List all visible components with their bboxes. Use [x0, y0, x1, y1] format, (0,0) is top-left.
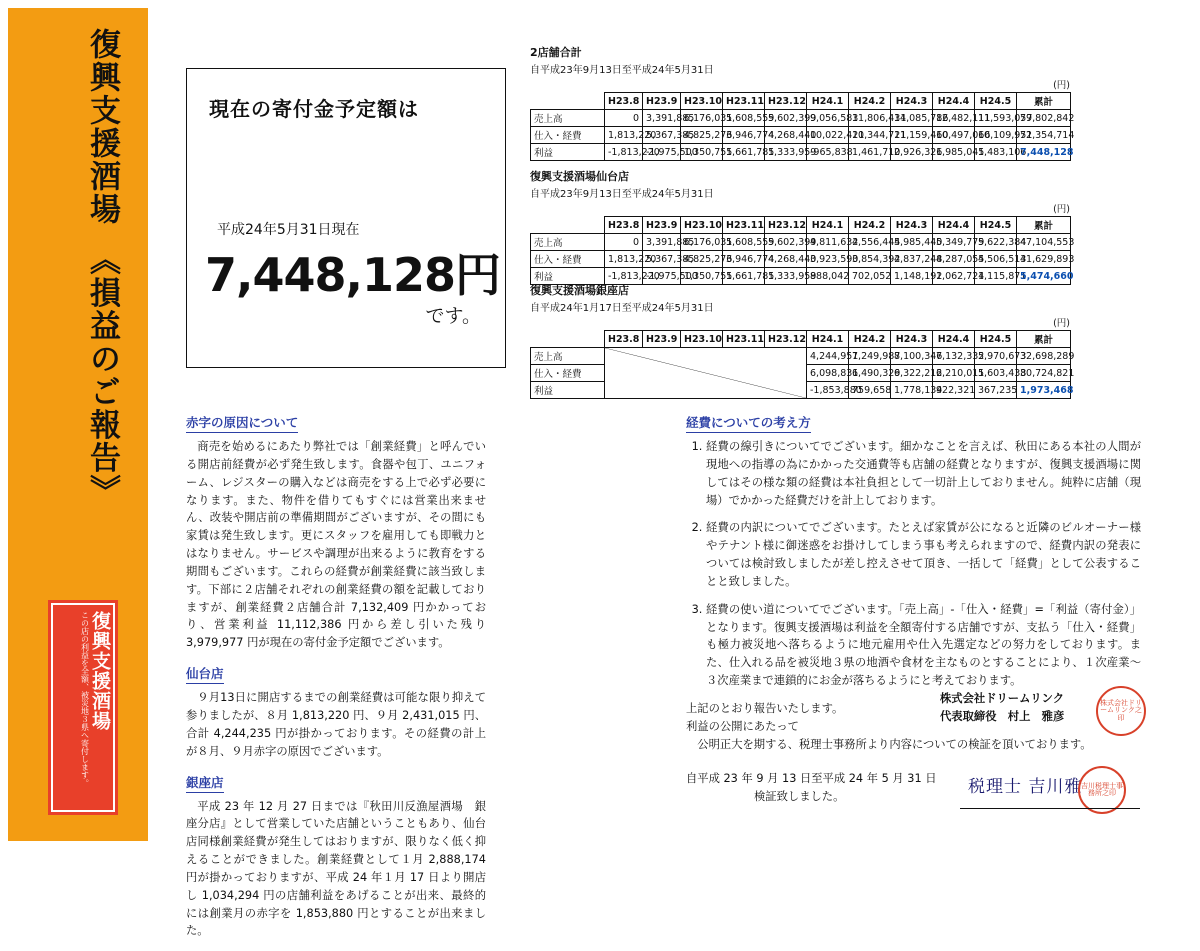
table-cell: 702,052: [849, 268, 891, 285]
table-cell: 1,350,755: [681, 144, 723, 161]
table-cell: 1,813,220: [605, 127, 643, 144]
table-cell: 6,210,011: [933, 365, 975, 382]
table-cell: 32,698,289: [1017, 348, 1071, 365]
table-column-header: H23.8: [605, 331, 643, 348]
table-cell: 3,946,774: [723, 251, 765, 268]
table-column-header: H23.12: [765, 93, 807, 110]
table-cell: 1,813,220: [605, 251, 643, 268]
table-cell: 11,593,057: [975, 110, 1017, 127]
table-cell: 1,778,134: [891, 382, 933, 399]
table-cell: 5,349,779: [933, 234, 975, 251]
table-header-row: [531, 217, 1071, 234]
table-column-header: H24.1: [807, 217, 849, 234]
table-cell: 10,022,421: [807, 127, 849, 144]
table-column-header: H23.8: [605, 217, 643, 234]
table-cell: 6,490,329: [849, 365, 891, 382]
table-title: 復興支援酒場仙台店: [530, 170, 629, 183]
section-title-ginza: 銀座店: [186, 773, 224, 793]
table-column-header: 累計: [1017, 93, 1071, 110]
audit-period-block: [686, 770, 946, 806]
table-block-combined: [530, 44, 1180, 161]
table-cell: 7,448,128: [1017, 144, 1071, 161]
table-column-header: H24.3: [891, 331, 933, 348]
financial-table: [530, 92, 1075, 161]
donation-amount: 7,448,128円: [205, 248, 500, 302]
table-cell: 1,483,106: [975, 144, 1017, 161]
table-cell: 7,132,332: [933, 348, 975, 365]
audit-block: [686, 718, 1116, 754]
table-column-header: H24.1: [807, 93, 849, 110]
table-cell: -1,813,220: [605, 144, 643, 161]
support-bar-stamp-inner: [51, 603, 115, 812]
audit-title: 利益の公開にあたって: [686, 720, 799, 733]
table-block-sendai: [530, 168, 1180, 285]
table-column-header: H24.4: [933, 217, 975, 234]
table-cell: 3,923,590: [807, 251, 849, 268]
table-column-header: H23.11: [723, 217, 765, 234]
table-column-header: H24.3: [891, 93, 933, 110]
table-corner-cell: [531, 93, 605, 110]
table-cell: 5,622,384: [975, 234, 1017, 251]
table-cell: -1,853,880: [807, 382, 849, 399]
row-label: 売上高: [531, 110, 605, 127]
row-label: 利益: [531, 382, 605, 399]
donation-date: 平成24年5月31日現在: [217, 222, 360, 238]
table-cell: 3,391,885: [643, 234, 681, 251]
table-cell: 30,724,821: [1017, 365, 1071, 382]
table-period: 自平成24年1月17日至平成24年5月31日: [530, 303, 714, 314]
audit-period: 自平成 23 年 9 月 13 日至平成 24 年 5 月 31 日: [686, 772, 937, 785]
table-cell: 922,321: [933, 382, 975, 399]
table-cell: 1,062,724: [933, 268, 975, 285]
table-column-header: 累計: [1017, 217, 1071, 234]
table-cell: 5,367,385: [643, 127, 681, 144]
table-row: [531, 110, 1071, 127]
table-cell: 5,985,440: [891, 234, 933, 251]
left-text-column: [186, 412, 486, 951]
table-column-header: H24.5: [975, 217, 1017, 234]
row-label: 仕入・経費: [531, 365, 605, 382]
tax-accountant-seal-icon: 吉川税理士事務所之印: [1078, 766, 1126, 814]
row-label: 売上高: [531, 234, 605, 251]
table-row: [531, 234, 1071, 251]
table-title: 復興支援酒場銀座店: [530, 284, 629, 297]
table-column-header: H24.5: [975, 331, 1017, 348]
table-cell: 11,806,431: [849, 110, 891, 127]
table-cell: 14,085,786: [891, 110, 933, 127]
table-empty-region: [605, 348, 807, 399]
table-cell: 4,811,632: [807, 234, 849, 251]
table-column-header: H23.10: [681, 93, 723, 110]
table-column-header: 累計: [1017, 331, 1071, 348]
table-cell: 3,391,885: [643, 110, 681, 127]
table-row: [531, 144, 1071, 161]
table-cell: 5,608,559: [723, 234, 765, 251]
list-item: 1. 経費の線引きについてでございます。細かなことを言えば、秋田にある本社の人間が現地への指導の為にかかった交通費等も店舗の経費となりますが、復興支援酒場に関してはその様な類の経費は本社負担として一切計上しておりません。純粋に店舗（現場）でかかった経費だけを計上しております。: [706, 438, 1141, 509]
table-cell: 1,350,755: [681, 268, 723, 285]
row-label: 仕入・経費: [531, 251, 605, 268]
row-label: 利益: [531, 144, 605, 161]
table-column-header: H24.2: [849, 217, 891, 234]
representative-name: 代表取締役 村上 雅彦: [940, 710, 1065, 724]
audit-confirm: 検証致しました。: [754, 790, 845, 804]
donation-title: 現在の寄付金予定額は: [209, 97, 419, 121]
table-cell: 5,602,399: [765, 234, 807, 251]
table-cell: 4,268,440: [765, 127, 807, 144]
table-column-header: H24.2: [849, 93, 891, 110]
table-cell: 1,333,959: [765, 268, 807, 285]
table-cell: 4,556,444: [849, 234, 891, 251]
table-cell: 12,482,111: [933, 110, 975, 127]
table-column-header: H23.12: [765, 217, 807, 234]
table-cell: 4,268,440: [765, 251, 807, 268]
table-cell: 5,602,399: [765, 110, 807, 127]
table-column-header: H24.4: [933, 331, 975, 348]
support-bar-stamp: [48, 600, 118, 815]
list-item: 2. 経費の内訳についてでございます。たとえば家賃が公になると近隣のビルオーナー様やテナント様に御迷惑をお掛けしてしまう事も考えられますので、経費内訳の発表については検討致しましたが差し控えさせて頂き、一括して「経費」として公表することと致しました。: [706, 519, 1141, 590]
table-block-ginza: [530, 282, 1180, 399]
table-cell: 6,098,831: [807, 365, 849, 382]
table-cell: 5,970,673: [975, 348, 1017, 365]
table-column-header: H23.11: [723, 331, 765, 348]
poster-vertical-title: 復興支援酒場 《損益のご報告》: [84, 28, 120, 508]
table-corner-cell: [531, 331, 605, 348]
stamp-sub-text: この店の利益を全額、被災地３県へ寄付します。: [80, 611, 90, 787]
table-cell: 4,244,951: [807, 348, 849, 365]
section-title-expense-policy: 経費についての考え方: [686, 413, 811, 433]
table-cell: 9,056,583: [807, 110, 849, 127]
table-cell: 11,159,460: [891, 127, 933, 144]
table-column-header: H24.1: [807, 331, 849, 348]
table-cell: 7,249,987: [849, 348, 891, 365]
financial-table: [530, 330, 1075, 399]
table-cell: 10,344,721: [849, 127, 891, 144]
table-cell: 4,825,276: [681, 251, 723, 268]
table-column-header: H23.8: [605, 93, 643, 110]
table-cell: 1,661,785: [723, 144, 765, 161]
audit-body: 公明正大を期する、税理士事務所より内容についての検証を頂いております。: [697, 738, 1092, 752]
table-column-header: H23.10: [681, 331, 723, 348]
table-header-row: [531, 93, 1071, 110]
table-column-header: H24.4: [933, 93, 975, 110]
table-row: [531, 127, 1071, 144]
closing-statement: 上記のとおり報告いたします。: [686, 701, 844, 715]
table-cell: 759,658: [849, 382, 891, 399]
table-column-header: H24.3: [891, 217, 933, 234]
section-body-ginza: 平成 23 年 12 月 27 日までは『秋田川反漁屋酒場 銀座分店』として営業していた店舗ということもあり、仙台店同様創業経費が発生してはおりますが、限りなく低く抑えることができました。創業経費として１月 2,888,174 円が掛かっておりますが、平成 24 年１月 17 日より開店し 1,034,294 円の店舗利益をあげることが出来、最終的には創業月の赤字を 1,853,880 円とすることが出来ました。: [186, 799, 486, 938]
section-title-deficit: 赤字の原因について: [186, 413, 298, 433]
table-cell: 0: [605, 234, 643, 251]
table-cell: 8,100,346: [891, 348, 933, 365]
table-cell: 0: [605, 110, 643, 127]
table-cell: 47,104,553: [1017, 234, 1071, 251]
table-cell: -1,813,220: [605, 268, 643, 285]
table-cell: 3,854,392: [849, 251, 891, 268]
tax-accountant-signature: 税理士 吉川雅: [968, 777, 1083, 797]
expense-policy-list: [686, 438, 1141, 690]
table-column-header: H23.10: [681, 217, 723, 234]
section-body-deficit: 商売を始めるにあたり弊社では「創業経費」と呼んでいる開店前経費が必ず発生致します。食器や包丁、ユニフォーム、レジスターの購入などは商売をする上で必ず必要になります。また、物件を借りてもすぐには営業出来ません、改装や開店前の準備期間がございますが、その間にも家賃は発生致します。更にスタッフを雇用しても即戦力とはなりません。サービスや調理が出来るように教育をする期間もございます。これらの経費が創業経費に該当致します。下部に２店舗それぞれの創業経費の額を記載しておりますが、創業経費２店舗合計 7,132,409 円かかっており、営業利益 11,112,386 円から差し引いた残り 3,979,977 円が現在の寄付金予定額でございます。: [186, 440, 486, 650]
row-label: 売上高: [531, 348, 605, 365]
table-cell: 1,115,871: [975, 268, 1017, 285]
section-title-sendai: 仙台店: [186, 664, 224, 684]
table-cell: 41,629,893: [1017, 251, 1071, 268]
table-column-header: H23.12: [765, 331, 807, 348]
table-cell: 888,042: [807, 268, 849, 285]
table-row: [531, 251, 1071, 268]
table-column-header: H24.2: [849, 331, 891, 348]
table-cell: 2,926,326: [891, 144, 933, 161]
table-period: 自平成23年9月13日至平成24年5月31日: [530, 65, 714, 76]
donation-suffix: です。: [425, 305, 481, 327]
list-item: 3. 経費の使い道についてでございます。「売上高」-「仕入・経費」=「利益（寄付金）」となります。復興支援酒場は利益を全額寄付する店舗ですが、支払う「仕入・経費」も極力被災地へ落ちるように地元雇用や仕入先選定などの努力をしております。また、仕入れる品を被災地３県の地酒や食材を主なものとすることにより、１次産業～３次産業まで連鎖的にお金が落ちるようにと考えております。: [706, 601, 1141, 690]
table-cell: -1,975,500: [643, 144, 681, 161]
company-name: 株式会社ドリームリンク: [940, 692, 1065, 705]
right-text-column: [686, 412, 1141, 729]
table-cell: 4,837,248: [891, 251, 933, 268]
table-column-header: H23.9: [643, 93, 681, 110]
table-column-header: H23.9: [643, 217, 681, 234]
table-cell: 4,825,276: [681, 127, 723, 144]
table-period: 自平成23年9月13日至平成24年5月31日: [530, 189, 714, 200]
row-label: 利益: [531, 268, 605, 285]
table-unit: (円): [1053, 204, 1070, 215]
table-cell: 1,661,785: [723, 268, 765, 285]
table-cell: 79,802,842: [1017, 110, 1071, 127]
table-column-header: H23.11: [723, 93, 765, 110]
table-cell: 1,461,710: [849, 144, 891, 161]
table-cell: 5,367,385: [643, 251, 681, 268]
table-cell: 367,235: [975, 382, 1017, 399]
stamp-main-text: 復興支援酒場: [89, 611, 111, 731]
table-cell: 4,287,055: [933, 251, 975, 268]
table-cell: 1,985,045: [933, 144, 975, 161]
table-cell: 6,176,031: [681, 234, 723, 251]
table-cell: 4,506,513: [975, 251, 1017, 268]
table-column-header: H24.5: [975, 93, 1017, 110]
donation-total-box: [186, 68, 506, 368]
table-cell: 6,322,212: [891, 365, 933, 382]
table-unit: (円): [1053, 80, 1070, 91]
table-cell: 3,946,774: [723, 127, 765, 144]
table-row: [531, 348, 1071, 365]
table-cell: -965,838: [807, 144, 849, 161]
table-column-header: H23.9: [643, 331, 681, 348]
table-cell: 5,608,559: [723, 110, 765, 127]
signature-line: [960, 808, 1140, 809]
company-seal-icon: 株式会社ドリームリンク之印: [1096, 686, 1146, 736]
table-title: 2店舗合計: [530, 46, 582, 59]
table-cell: 1,333,959: [765, 144, 807, 161]
section-body-sendai: ９月13日に開店するまでの創業経費は可能な限り抑えて参りましたが、８月 1,813,220 円、９月 2,431,015 円、合計 4,244,235 円が掛かっております。その経費の計上が８月、９月赤字の原因でございます。: [186, 691, 486, 758]
table-cell: 1,148,192: [891, 268, 933, 285]
table-cell: 72,354,714: [1017, 127, 1071, 144]
table-cell: -1,975,500: [643, 268, 681, 285]
table-corner-cell: [531, 217, 605, 234]
table-cell: 6,176,031: [681, 110, 723, 127]
table-unit: (円): [1053, 318, 1070, 329]
table-cell: 5,603,438: [975, 365, 1017, 382]
table-header-row: [531, 331, 1071, 348]
row-label: 仕入・経費: [531, 127, 605, 144]
table-cell: 1,973,468: [1017, 382, 1071, 399]
table-cell: 5,474,660: [1017, 268, 1071, 285]
table-cell: 10,497,066: [933, 127, 975, 144]
financial-table: [530, 216, 1075, 285]
table-cell: 10,109,951: [975, 127, 1017, 144]
